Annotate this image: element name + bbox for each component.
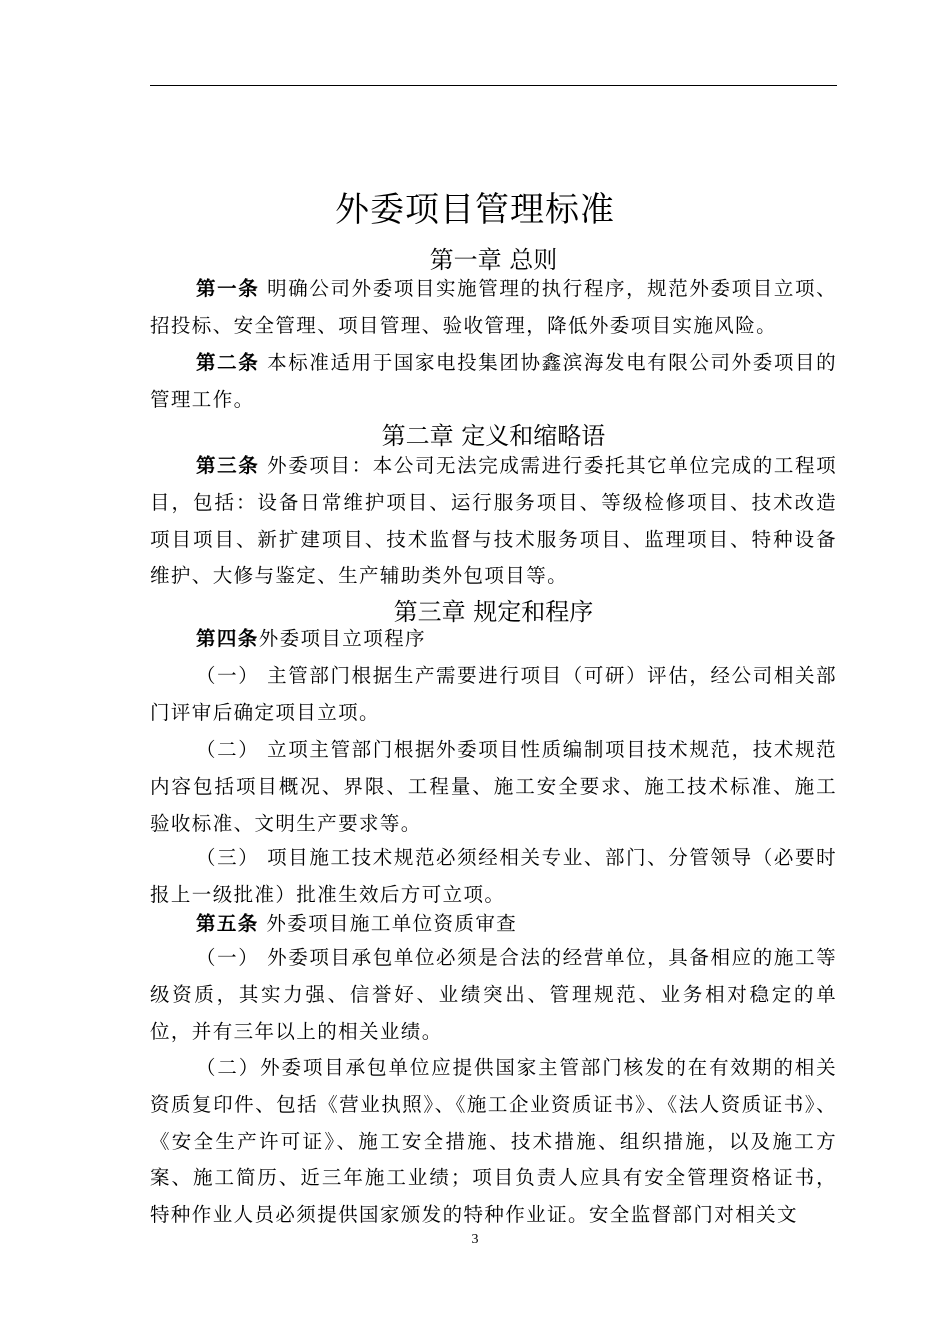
document-title: 外委项目管理标准 (335, 190, 615, 230)
article-2 (150, 345, 837, 419)
article-4-label: 第四条 (196, 627, 259, 650)
header-rule (150, 85, 837, 86)
article-2-label: 第二条 (196, 351, 260, 374)
article-1-label: 第一条 (196, 277, 260, 300)
article-5-text: 外委项目施工单位资质审查 (266, 912, 518, 935)
article-3-label: 第三条 (196, 454, 260, 477)
article-1 (150, 271, 837, 345)
article-5 (150, 906, 837, 943)
page-number: 3 (471, 1232, 479, 1247)
article-4-text: 外委项目立项程序 (258, 627, 426, 650)
article-3 (150, 448, 837, 595)
chapter-1-heading: 第一章 总则 (429, 246, 558, 274)
article-3-text: 外委项目：本公司无法完成需进行委托其它单位完成的工程项目，包括：设备日常维护项目、运行服务项目、等级检修项目、技术改造项目项目、新扩建项目、技术监督与技术服务项目、监理项目、特种设备维护、大修与鉴定、生产辅助类外包项目等。 (150, 454, 837, 588)
article-5-item-2: （二）外委项目承包单位应提供国家主管部门核发的在有效期的相关资质复印件、包括《营业执照》、《施工企业资质证书》、《法人资质证书》、《安全生产许可证》、施工安全措施、技术措施、组织措施，以及施工方案、施工简历、近三年施工业绩；项目负责人应具有安全管理资格证书，特种作业人员必须提供国家颁发的特种作业证。安全监督部门对相关文 (150, 1056, 837, 1227)
article-4-item-1: （一） 主管部门根据生产需要进行项目（可研）评估，经公司相关部门评审后确定项目立项。 (150, 664, 837, 724)
article-4-item-2: （二） 立项主管部门根据外委项目性质编制项目技术规范，技术规范内容包括项目概况、界限、工程量、施工安全要求、施工技术标准、施工验收标准、文明生产要求等。 (150, 738, 837, 835)
article-1-text: 明确公司外委项目实施管理的执行程序，规范外委项目立项、招投标、安全管理、项目管理、验收管理，降低外委项目实施风险。 (150, 277, 837, 337)
article-5-item-1: （一） 外委项目承包单位必须是合法的经营单位，具备相应的施工等级资质，其实力强、信誉好、业绩突出、管理规范、业务相对稳定的单位，并有三年以上的相关业绩。 (150, 946, 837, 1043)
article-5-label: 第五条 (196, 912, 259, 935)
article-4 (150, 621, 837, 658)
article-2-text: 本标准适用于国家电投集团协鑫滨海发电有限公司外委项目的管理工作。 (150, 351, 837, 411)
chapter-3-heading: 第三章 规定和程序 (393, 598, 594, 626)
article-4-item-3: （三） 项目施工技术规范必须经相关专业、部门、分管领导（必要时报上一级批准）批准生效后方可立项。 (150, 846, 837, 906)
chapter-2-heading: 第二章 定义和缩略语 (381, 422, 606, 450)
